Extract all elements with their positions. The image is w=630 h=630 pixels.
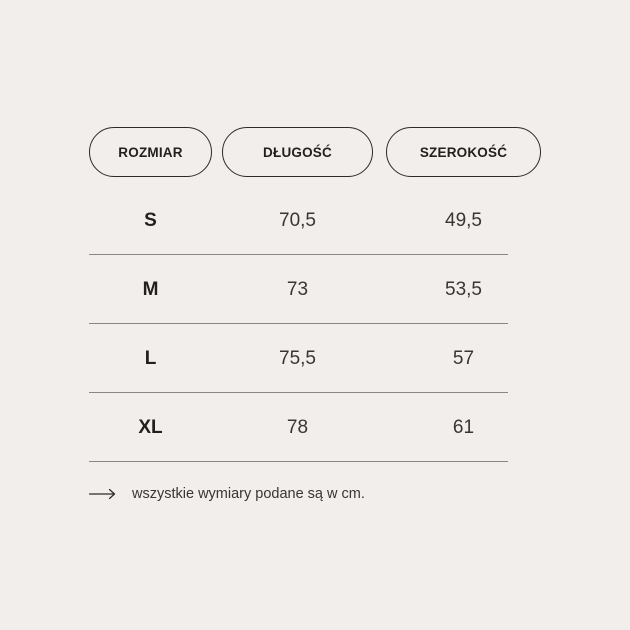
footnote-text: wszystkie wymiary podane są w cm.	[132, 486, 365, 502]
cell-length: 78	[286, 416, 309, 438]
cell-size: L	[144, 347, 157, 369]
table-row	[89, 255, 509, 324]
cell-length: 73	[286, 278, 309, 300]
table-row	[89, 393, 509, 462]
cell-size: M	[142, 278, 159, 300]
cell-width: 61	[452, 416, 475, 438]
cell-width: 57	[452, 347, 475, 369]
arrow-right-icon	[89, 488, 116, 500]
header-width	[386, 127, 541, 177]
row-divider	[89, 461, 508, 462]
table-row	[89, 324, 509, 393]
header-length-label: DŁUGOŚĆ	[263, 144, 332, 160]
cell-width: 53,5	[445, 278, 482, 300]
cell-length: 75,5	[279, 347, 316, 369]
cell-size: XL	[138, 416, 163, 438]
header-width-label: SZEROKOŚĆ	[419, 144, 508, 160]
footnote	[89, 482, 365, 506]
header-size-label: ROZMIAR	[118, 144, 183, 160]
cell-length: 70,5	[279, 209, 316, 231]
table-row	[89, 186, 509, 255]
cell-size: S	[144, 209, 157, 231]
header-length	[222, 127, 373, 177]
header-size	[89, 127, 212, 177]
cell-width: 49,5	[445, 209, 482, 231]
